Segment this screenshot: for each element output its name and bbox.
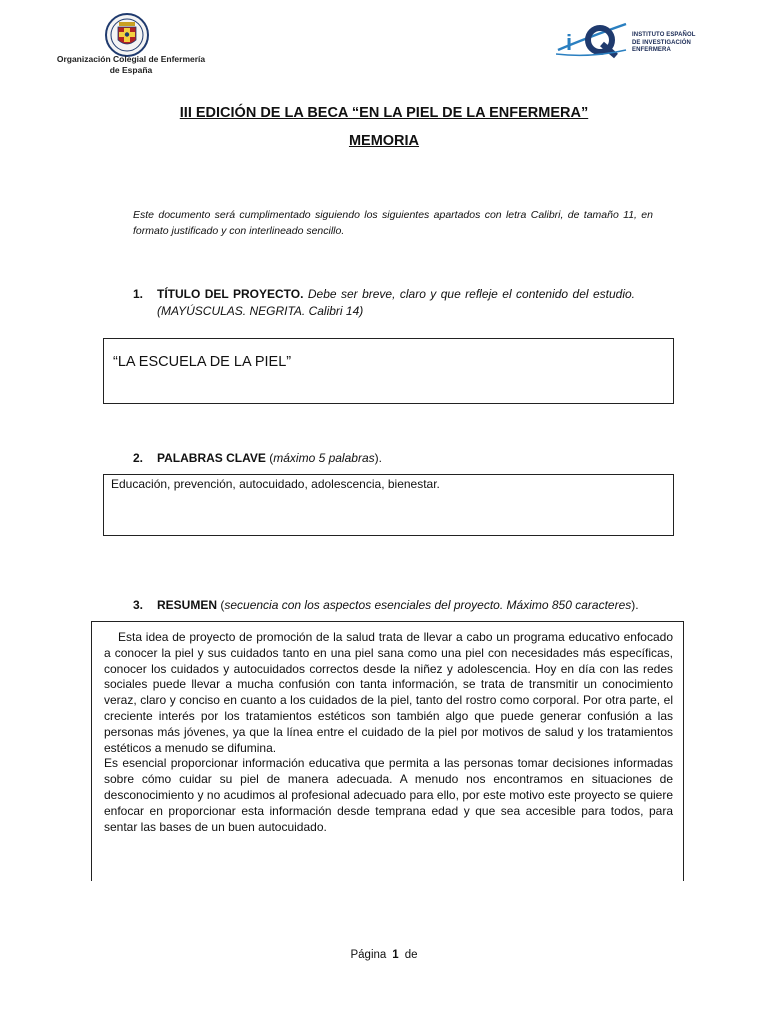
org-name-line2: de España [109,65,153,75]
institute-name-line3: ENFERMERA [632,47,671,53]
section-note: máximo 5 palabras [273,451,375,465]
svg-text:i: i [566,30,573,55]
section-number: 2. [133,451,144,465]
page-label: Página [350,949,387,961]
section-heading: TÍTULO DEL PROYECTO. [157,287,304,301]
section-note-open: ( [220,598,225,612]
summary-paragraph-1: Esta idea de proyecto de promoción de la salud trata de llevar a cabo un programa educativo enfocado a conocer la piel y sus cuidados tanto en una piel sana como una piel con necesidades más específicas, conocer los cuidados y autocuidados correctos desde la niñez y adolescencia. Hoy en día con las redes sociales puede llevar a mucha confusión con tanta información, se trata de transmitir un conocimiento veraz, claro y conciso en cuanto a los cuidados de la piel, tanto del rostro como corporal. Por otra parte, el creciente interés por los tratamientos estéticos son también algo que puede generar confusión a las personas más jóvenes, ya que la línea entre el cuidado de la piel por motivos de salud y los tratamientos estéticos a menudo se difumina. [104,630,673,755]
section-heading-line [157,597,697,614]
page-of-label: de [404,949,418,961]
section-number: 3. [133,598,144,612]
section-heading-line [157,450,677,467]
org-name [36,54,226,76]
project-title-value: “LA ESCUELA DE LA PIEL” [113,354,292,370]
org-coat-of-arms-logo [105,12,149,58]
institute-name-line1: INSTITUTO ESPAÑOL [632,32,696,38]
summary-field[interactable] [91,621,684,881]
section-note-close: ). [374,451,382,465]
summary-paragraph-2: Es esencial proporcionar información educativa que permita a las personas tomar decisiones informadas sobre cómo cuidar su piel de manera adecuada. A menudo nos encontramos en situaciones de desconocimiento y no acudimos al profesional adecuado para ello, por este motivo este proyecto se quiere enfocar en proporcionar esta información desde temprana edad y que sea accesible para todos, para sentar las bases de un buen autocuidado. [104,756,673,834]
section-heading-line [157,286,635,320]
institute-name-line2: DE INVESTIGACIÓN [632,39,691,46]
keywords-field[interactable] [103,474,674,536]
project-title-field[interactable] [103,338,674,404]
section-heading: RESUMEN [157,598,218,612]
section-number: 1. [133,287,144,301]
section-note-close: ). [631,598,639,612]
page-footer [0,949,768,961]
org-name-line1: Organización Colegial de Enfermería [56,54,206,64]
page-number: 1 [392,949,399,961]
summary-text [104,630,673,835]
document-title: III EDICIÓN DE LA BECA “EN LA PIEL DE LA ENFERMERA” [179,105,589,121]
document-subtitle: MEMORIA [348,133,420,149]
ieie-logo [556,20,630,62]
section-note: Debe ser breve, claro y que refleje el contenido del estudio. (MAYÚSCULAS. NEGRITA. Calibri 14) [157,287,635,318]
keywords-value: Educación, prevención, autocuidado, adolescencia, bienestar. [111,477,440,491]
section-heading: PALABRAS CLAVE [157,451,266,465]
institute-name [632,32,722,55]
section-note-open: ( [269,451,274,465]
instructions-text: Este documento será cumplimentado siguiendo los siguientes apartados con letra Calibri, de tamaño 11, en formato justificado y con interlineado sencillo. [133,209,653,237]
section-note: secuencia con los aspectos esenciales del proyecto. Máximo 850 caracteres [224,598,632,612]
